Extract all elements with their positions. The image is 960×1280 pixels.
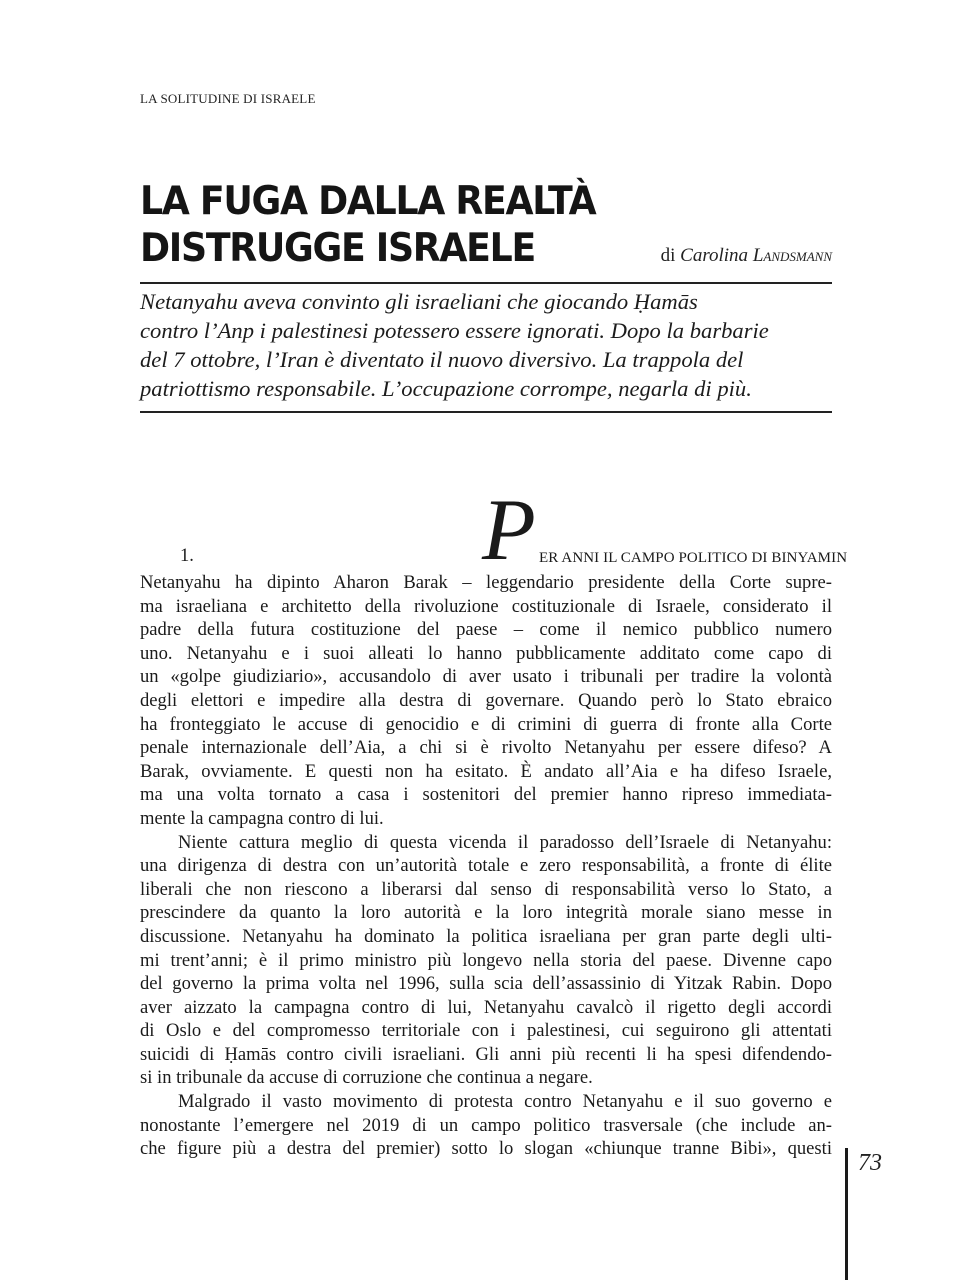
running-head: LA SOLITUDINE DI ISRAELE bbox=[140, 91, 316, 106]
page-number: 73 bbox=[858, 1150, 882, 1176]
body-line: ma una volta tornato a casa i sostenitori del premier hanno ripreso immediata- bbox=[140, 784, 832, 806]
body-line: Malgrado il vasto movimento di protesta contro Netanyahu e il suo governo e bbox=[178, 1091, 832, 1113]
lead-line: patriottismo responsabile. L’occupazione corrompe, negarla di più. bbox=[140, 376, 752, 401]
body-line: liberali che non riescono a liberarsi dal senso di responsabilità verso lo Stato, a bbox=[140, 878, 832, 900]
body-line: di Oslo e del compromesso territoriale con i palestinesi, cui seguirono gli attentati bbox=[140, 1020, 832, 1042]
lead-line: del 7 ottobre, l’Iran è diventato il nuovo diversivo. La trappola del bbox=[140, 347, 744, 372]
title-line-1: LA FUGA DALLA REALTÀ bbox=[140, 179, 596, 224]
body-line: si in tribunale da accuse di corruzione che continua a negare. bbox=[140, 1067, 593, 1089]
lead-paragraph bbox=[140, 287, 832, 403]
body-line: ha fronteggiato le accuse di genocidio e di crimini di guerra di fronte alla Corte bbox=[140, 713, 832, 735]
byline-prefix: di bbox=[660, 245, 676, 266]
body-line: che figure più a destra del premier) sotto lo slogan «chiunque tranne Bibi», questi bbox=[140, 1138, 832, 1160]
body-text bbox=[140, 571, 832, 1161]
opening-small-caps: ER ANNI IL CAMPO POLITICO DI BINYAMIN bbox=[539, 550, 848, 566]
lead-line: contro l’Anp i palestinesi potessero essere ignorati. Dopo la barbarie bbox=[140, 318, 769, 343]
author-first-name: Carolina bbox=[680, 245, 749, 266]
body-line: Barak, ovviamente. E questi non ha esitato. È andato all’Aia e ha difeso Israele, bbox=[140, 760, 832, 782]
lead-top-rule bbox=[140, 282, 832, 284]
body-line: nonostante l’emergere nel 2019 di un campo politico trasversale (che include an- bbox=[140, 1114, 832, 1136]
body-line: uno. Netanyahu e i suoi alleati lo hanno pubblicamente additato come capo di bbox=[140, 642, 832, 664]
body-line: prescindere da quanto la loro autorità e la loro integrità morale siano messe in bbox=[140, 902, 832, 924]
body-line: discussione. Netanyahu ha dominato la politica israeliana per gran parte degli ulti- bbox=[140, 925, 832, 947]
body-line: suicidi di Ḥamās contro civili israeliani. Gli anni più recenti li ha spesi difendendo- bbox=[140, 1043, 832, 1065]
author-last-name: Landsmann bbox=[752, 245, 832, 266]
drop-cap: P bbox=[482, 482, 536, 579]
body-line: aver aizzato la campagna contro di lui, Netanyahu cavalcò il rigetto degli accordi bbox=[140, 996, 832, 1018]
article-title bbox=[140, 178, 595, 272]
body-line: degli elettori e impedire alla destra di governare. Quando però lo Stato ebraico bbox=[140, 689, 832, 711]
lead-line: Netanyahu aveva convinto gli israeliani che giocando Ḥamās bbox=[140, 289, 698, 314]
body-line: padre della futura costituzione del paese – come il nemico pubblico numero bbox=[140, 619, 832, 641]
body-line: un «golpe giudiziario», accusandolo di aver usato i tribunali per tradire la volontà bbox=[140, 666, 832, 688]
body-line: penale internazionale dell’Aia, a chi si è rivolto Netanyahu per essere difeso? A bbox=[140, 737, 832, 759]
margin-rule bbox=[845, 1148, 848, 1280]
section-number: 1. bbox=[180, 546, 194, 566]
lead-bottom-rule bbox=[140, 411, 832, 413]
title-line-2: DISTRUGGE ISRAELE bbox=[140, 226, 535, 271]
body-line: Niente cattura meglio di questa vicenda il paradosso dell’Israele di Netanyahu: bbox=[178, 831, 832, 853]
body-line: mente la campagna contro di lui. bbox=[140, 807, 384, 829]
body-line: ma israeliana e architetto della rivoluzione costituzionale di Israele, considerato il bbox=[140, 595, 832, 617]
body-line: una dirigenza di destra con un’autorità totale e zero responsabilità, a fronte di élite bbox=[140, 855, 832, 877]
body-line: Netanyahu ha dipinto Aharon Barak – leggendario presidente della Corte supre- bbox=[140, 572, 832, 593]
body-line: mi trent’anni; è il primo ministro più longevo nella storia del paese. Divenne capo bbox=[140, 949, 832, 971]
byline bbox=[661, 245, 832, 267]
body-line: del governo la prima volta nel 1996, sulla scia dell’assassinio di Yitzak Rabin. Dopo bbox=[140, 973, 832, 995]
